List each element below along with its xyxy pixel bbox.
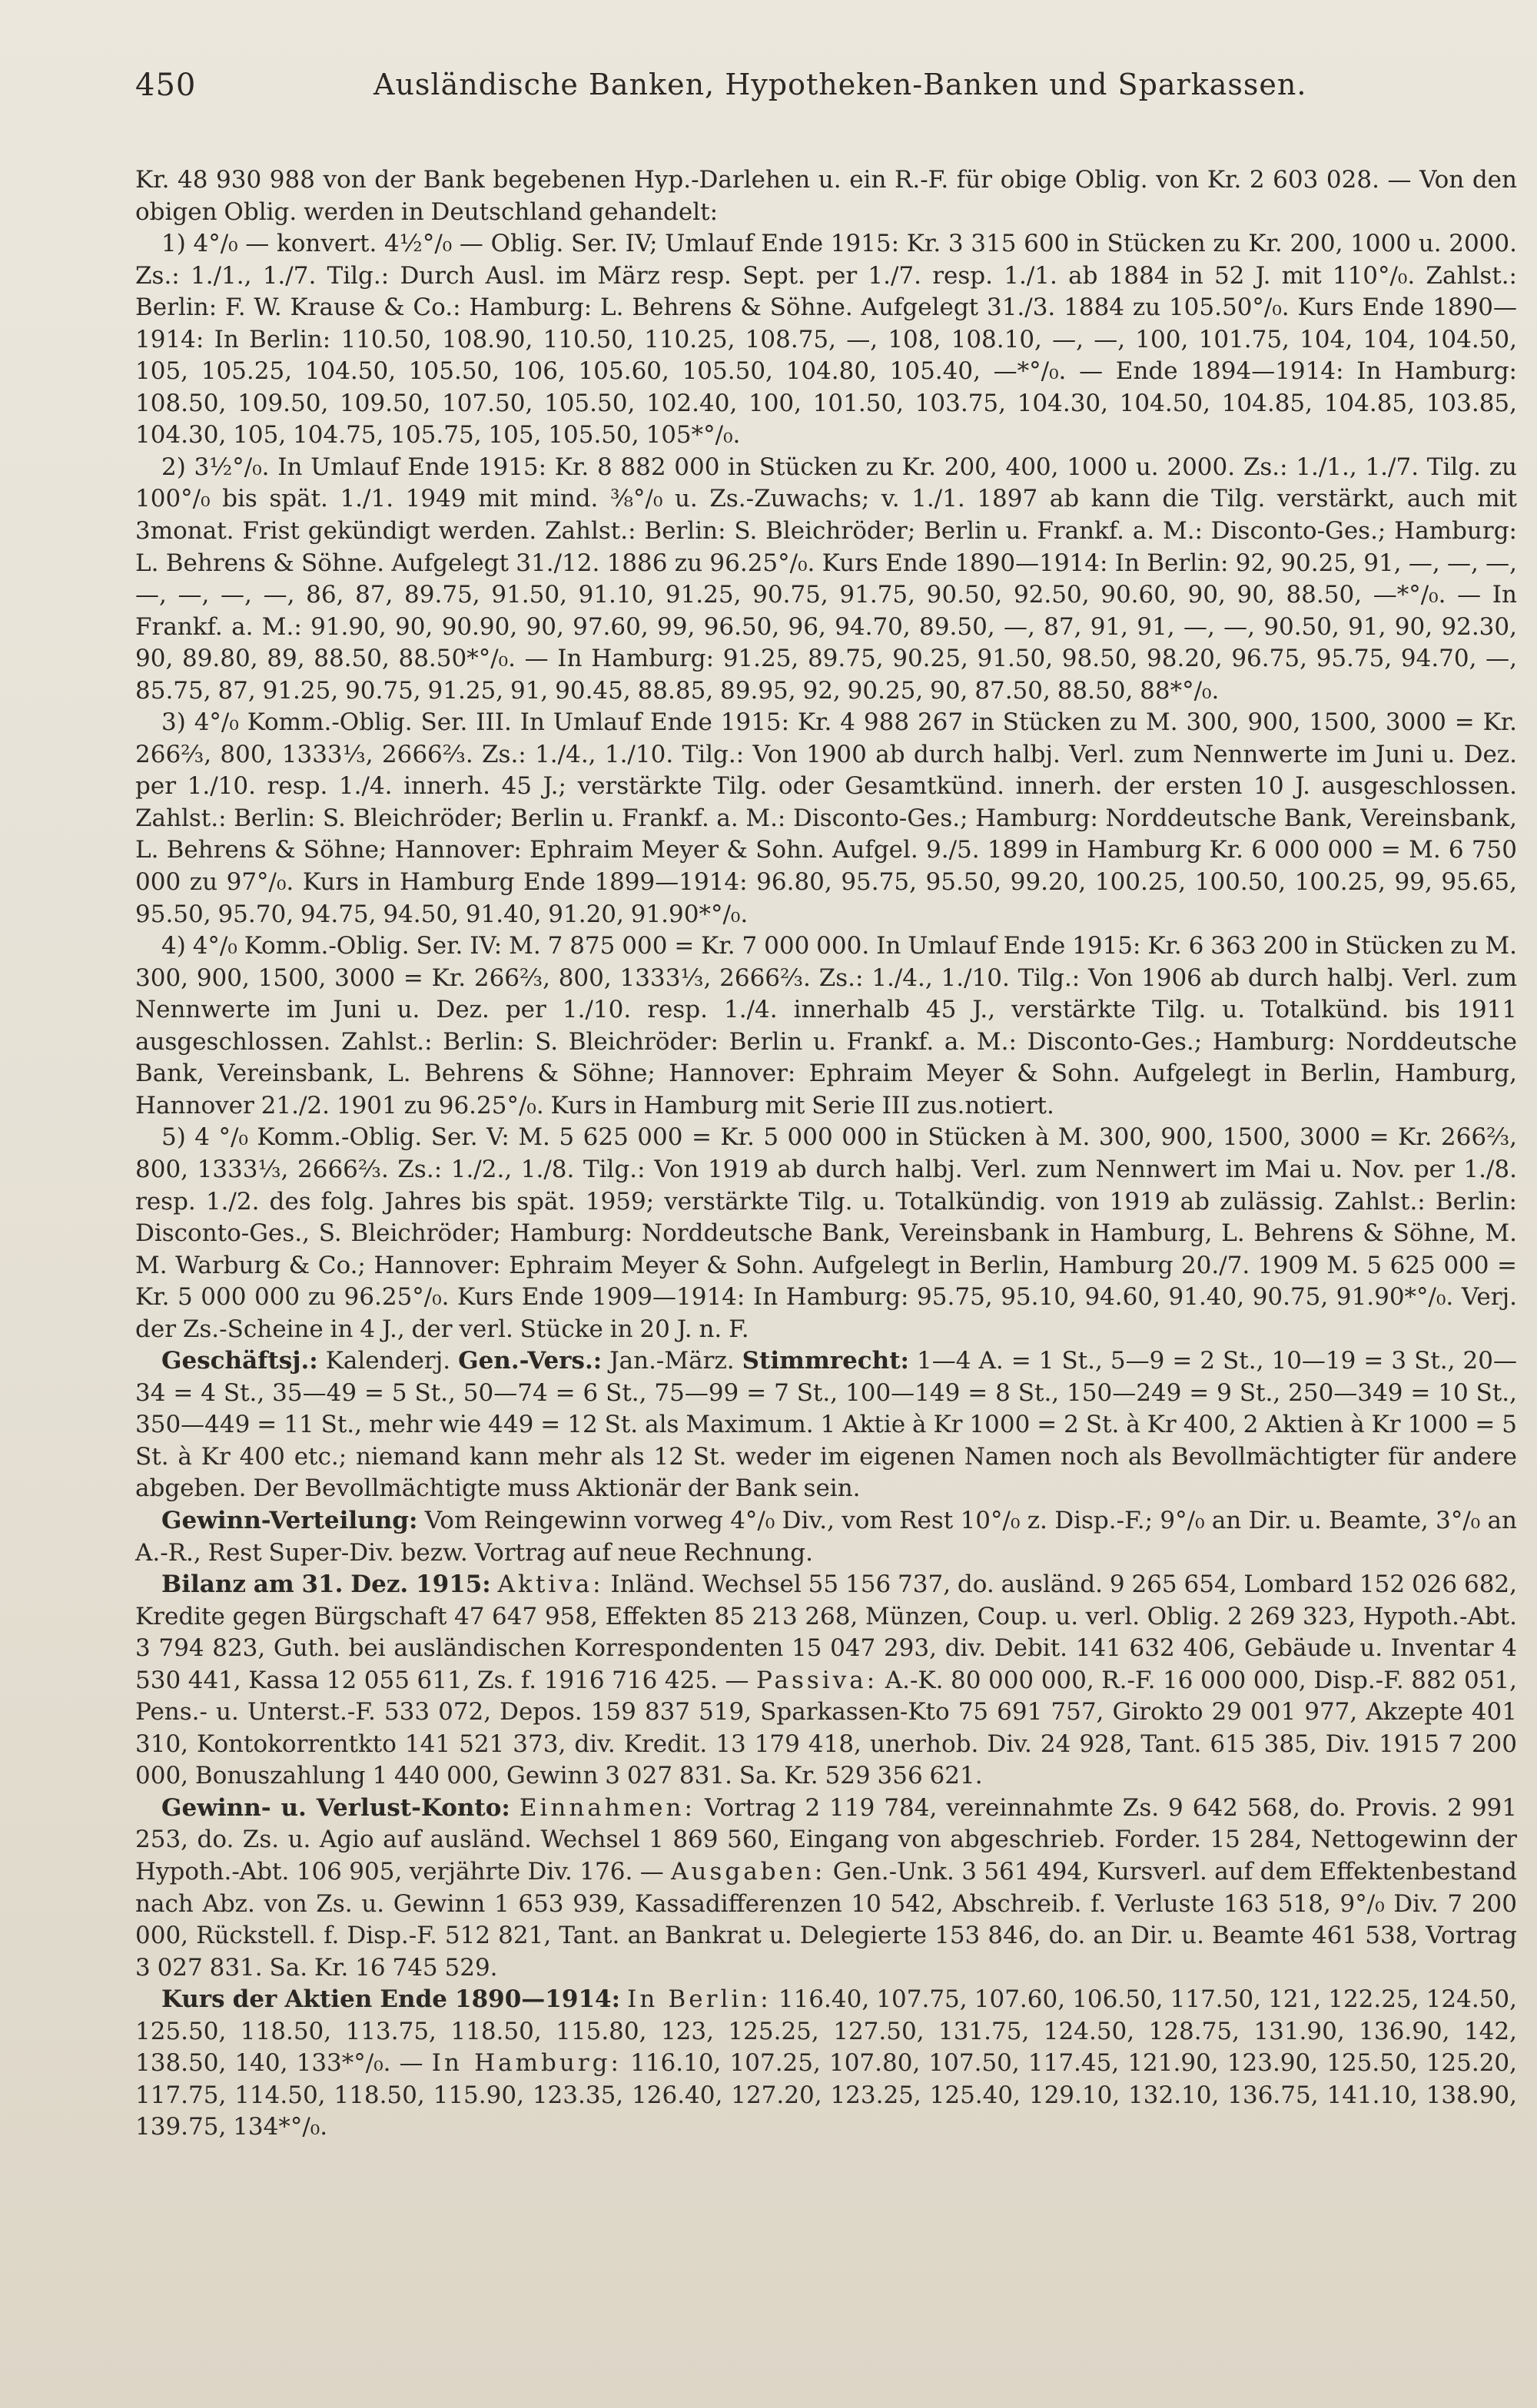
- voting-rights-text: 1—4 A. = 1 St., 5—9 = 2 St., 10—19 = 3 St., 20—34 = 4 St., 35—49 = 5 St., 50—74 = 6 St., 75—99 = 7 St., 100—149 = 8 St., 150—249 = 9 St., 250—349 = 10 St., 350—449 = 11 St., mehr wie 449 = 12 St. als Maximum. 1 Aktie à Kr 1000 = 2 St. à Kr 400, 2 Aktien à Kr 1000 = 5 St. à Kr 400 etc.; niemand kann mehr als 12 St. weder im eigenen Namen noch als Bevollmächtigter für andere abgeben. Der Bevollmächtigte muss Aktionär der Bank sein.: [135, 1347, 1517, 1503]
- general-meeting-label: Gen.-Vers.:: [458, 1347, 603, 1375]
- profit-distribution-text: Vom Reingewinn vorweg 4°/₀ Div., vom Rest 10°/₀ z. Disp.-F.; 9°/₀ an Dir. u. Beamte, 3°/₀ an A.-R., Rest Super-Div. bezw. Vortrag auf neue Rechnung.: [135, 1506, 1517, 1567]
- balance-sheet-label: Bilanz am 31. Dez. 1915:: [161, 1571, 491, 1599]
- voting-rights-label: Stimmrecht:: [742, 1347, 909, 1375]
- berlin-label: In Berlin:: [627, 1985, 772, 2014]
- expenses-text: Gen.-Unk. 3 561 494, Kursverl. auf dem Effektenbestand nach Abz. von Zs. u. Gewinn 1 653 939, Kassadifferenzen 10 542, Abschreib. f. Verluste 163 518, 9°/₀ Div. 7 200 000, Rückstell. f. Disp.-F. 512 821, Tant. an Bankrat u. Delegierte 153 846, do. an Dir. u. Beamte 461 538, Vortrag 3 027 831. Sa. Kr. 16 745 529.: [135, 1857, 1517, 1982]
- balance-sheet-paragraph: [135, 1569, 1517, 1793]
- hamburg-label: In Hamburg:: [431, 2049, 622, 2078]
- share-price-label: Kurs der Aktien Ende 1890—1914:: [161, 1985, 621, 2014]
- bond-series-3: 3) 4°/₀ Komm.-Oblig. Ser. III. In Umlauf Ende 1915: Kr. 4 988 267 in Stücken zu M. 300, 900, 1500, 3000 = Kr. 266⅔, 800, 1333⅓, 2666⅔. Zs.: 1./4., 1./10. Tilg.: Von 1900 ab durch halbj. Verl. zum Nennwerte im Juni u. Dez. per 1./10. resp. 1./4. innerh. 45 J.; verstärkte Tilg. oder Gesamtkünd. innerh. der ersten 10 J. ausgeschlossen. Zahlst.: Berlin: S. Bleichröder; Berlin u. Frankf. a. M.: Disconto-Ges.; Hamburg: Norddeutsche Bank, Vereinsbank, L. Behrens & Söhne; Hannover: Ephraim Meyer & Sohn. Aufgel. 9./5. 1899 in Hamburg Kr. 6 000 000 = M. 6 750 000 zu 97°/₀. Kurs in Hamburg Ende 1899—1914: 96.80, 95.75, 95.50, 99.20, 100.25, 100.50, 100.25, 99, 95.65, 95.50, 95.70, 94.75, 94.50, 91.40, 91.20, 91.90*°/₀.: [135, 708, 1517, 928]
- profit-distribution-label: Gewinn-Verteilung:: [161, 1506, 418, 1534]
- assets-text: Inländ. Wechsel 55 156 737, do. ausländ. 9 265 654, Lombard 152 026 682, Kredite gegen Bürgschaft 47 647 958, Effekten 85 213 268, Münzen, Coup. u. verl. Oblig. 2 269 323, Hypoth.-Abt. 3 794 823, Guth. bei ausländischen Korrespondenten 15 047 293, div. Debit. 141 632 406, Gebäude u. Inventar 4 530 441, Kassa 12 055 611, Zs. f. 1916 716 425. —: [135, 1571, 1518, 1694]
- fiscal-year-text: Kalenderj.: [325, 1347, 451, 1375]
- berlin-prices: 116.40, 107.75, 107.60, 106.50, 117.50, 121, 122.25, 124.50, 125.50, 118.50, 113.75, 118.50, 115.80, 123, 125.25, 127.50, 131.75, 124.50, 128.75, 131.90, 136.90, 142, 138.50, 140, 133*°/₀. —: [135, 1985, 1518, 2078]
- general-meeting-text: Jan.-März.: [609, 1347, 735, 1375]
- profit-loss-paragraph: [135, 1793, 1517, 1984]
- liabilities-label: Passiva:: [756, 1666, 878, 1694]
- page-number: 450: [135, 68, 197, 103]
- running-title: Ausländische Banken, Hypotheken-Banken und Sparkassen.: [373, 68, 1307, 101]
- intro-paragraph: Kr. 48 930 988 von der Bank begebenen Hyp.-Darlehen u. ein R.-F. für obige Oblig. von Kr. 2 603 028. — Von den obigen Oblig. werden in Deutschland gehandelt:: [135, 166, 1517, 226]
- income-text: Vortrag 2 119 784, vereinnahmte Zs. 9 642 568, do. Provis. 2 991 253, do. Zs. u. Agio auf ausländ. Wechsel 1 869 560, Eingang von abgeschrieb. Forder. 15 284, Nettogewinn der Hypoth.-Abt. 106 905, verjährte Div. 176. —: [135, 1793, 1517, 1886]
- bond-series-4: 4) 4°/₀ Komm.-Oblig. Ser. IV: M. 7 875 000 = Kr. 7 000 000. In Umlauf Ende 1915: Kr. 6 363 200 in Stücken zu M. 300, 900, 1500, 3000 = Kr. 266⅔, 800, 1333⅓, 2666⅔. Zs.: 1./4., 1./10. Tilg.: Von 1906 ab durch halbj. Verl. zum Nennwerte im Juni u. Dez. per 1./10. resp. 1./4. innerhalb 45 J., verstärkte Tilg. u. Totalkünd. bis 1911 ausgeschlossen. Zahlst.: Berlin: S. Bleichröder: Berlin u. Frankf. a. M.: Disconto-Ges.; Hamburg: Norddeutsche Bank, Vereinsbank, L. Behrens & Söhne; Hannover: Ephraim Meyer & Sohn. Aufgelegt in Berlin, Hamburg, Hannover 21./2. 1901 zu 96.25°/₀. Kurs in Hamburg mit Serie III zus.notiert.: [135, 932, 1517, 1119]
- assets-label: Aktiva:: [497, 1571, 604, 1599]
- profit-loss-label: Gewinn- u. Verlust-Konto:: [161, 1793, 510, 1822]
- bond-series-5: 5) 4 °/₀ Komm.-Oblig. Ser. V: M. 5 625 000 = Kr. 5 000 000 in Stücken à M. 300, 900, 1500, 3000 = Kr. 266⅔, 800, 1333⅓, 2666⅔. Zs.: 1./2., 1./8. Tilg.: Von 1919 ab durch halbj. Verl. zum Nennwert im Mai u. Nov. per 1./8. resp. 1./2. des folg. Jahres bis spät. 1959; verstärkte Tilg. u. Totalkündig. von 1919 ab zulässig. Zahlst.: Berlin: Disconto-Ges., S. Bleichröder; Hamburg: Norddeutsche Bank, Vereinsbank in Hamburg, L. Behrens & Söhne, M. M. Warburg & Co.; Hannover: Ephraim Meyer & Sohn. Aufgelegt in Berlin, Hamburg 20./7. 1909 M. 5 625 000 = Kr. 5 000 000 zu 96.25°/₀. Kurs Ende 1909—1914: In Hamburg: 95.75, 95.10, 94.60, 91.40, 90.75, 91.90*°/₀. Verj. der Zs.-Scheine in 4 J., der verl. Stücke in 20 J. n. F.: [135, 1123, 1517, 1343]
- fiscal-year-label: Geschäftsj.:: [161, 1347, 318, 1375]
- income-label: Einnahmen:: [519, 1793, 695, 1822]
- body-text: [135, 164, 1517, 2144]
- company-terms-paragraph: [135, 1345, 1517, 1505]
- page-header: [135, 68, 1517, 114]
- share-price-paragraph: [135, 1984, 1517, 2144]
- bond-series-1: 1) 4°/₀ — konvert. 4½°/₀ — Oblig. Ser. IV; Umlauf Ende 1915: Kr. 3 315 600 in Stücken zu Kr. 200, 1000 u. 2000. Zs.: 1./1., 1./7. Tilg.: Durch Ausl. im März resp. Sept. per 1./7. resp. 1./1. ab 1884 in 52 J. mit 110°/₀. Zahlst.: Berlin: F. W. Krause & Co.: Hamburg: L. Behrens & Söhne. Aufgelegt 31./3. 1884 zu 105.50°/₀. Kurs Ende 1890—1914: In Berlin: 110.50, 108.90, 110.50, 110.25, 108.75, —, 108, 108.10, —, —, 100, 101.75, 104, 104, 104.50, 105, 105.25, 104.50, 105.50, 106, 105.60, 105.50, 104.80, 105.40, —*°/₀. — Ende 1894—1914: In Hamburg: 108.50, 109.50, 109.50, 107.50, 105.50, 102.40, 100, 101.50, 103.75, 104.30, 104.50, 104.85, 104.85, 103.85, 104.30, 105, 104.75, 105.75, 105, 105.50, 105*°/₀.: [135, 230, 1517, 449]
- hamburg-prices: 116.10, 107.25, 107.80, 107.50, 117.45, 121.90, 123.90, 125.50, 125.20, 117.75, 114.50, 118.50, 115.90, 123.35, 126.40, 127.20, 123.25, 125.40, 129.10, 132.10, 136.75, 141.10, 138.90, 139.75, 134*°/₀.: [135, 2049, 1518, 2141]
- liabilities-text: A.-K. 80 000 000, R.-F. 16 000 000, Disp.-F. 882 051, Pens.- u. Unterst.-F. 533 072, Depos. 159 837 519, Sparkassen-Kto 75 691 757, Girokto 29 001 977, Akzepte 401 310, Kontokorrentkto 141 521 373, div. Kredit. 13 179 418, unerhob. Div. 24 928, Tant. 615 385, Div. 1915 7 200 000, Bonuszahlung 1 440 000, Gewinn 3 027 831. Sa. Kr. 529 356 621.: [135, 1666, 1518, 1790]
- bond-series-2: 2) 3½°/₀. In Umlauf Ende 1915: Kr. 8 882 000 in Stücken zu Kr. 200, 400, 1000 u. 2000. Zs.: 1./1., 1./7. Tilg. zu 100°/₀ bis spät. 1./1. 1949 mit mind. ⅜°/₀ u. Zs.-Zuwachs; v. 1./1. 1897 ab kann die Tilg. verstärkt, auch mit 3monat. Frist gekündigt werden. Zahlst.: Berlin: S. Bleichröder; Berlin u. Frankf. a. M.: Disconto-Ges.; Hamburg: L. Behrens & Söhne. Aufgelegt 31./12. 1886 zu 96.25°/₀. Kurs Ende 1890—1914: In Berlin: 92, 90.25, 91, —, —, —, —, —, —, —, 86, 87, 89.75, 91.50, 91.10, 91.25, 90.75, 91.75, 90.50, 92.50, 90.60, 90, 90, 88.50, —*°/₀. — In Frankf. a. M.: 91.90, 90, 90.90, 90, 97.60, 99, 96.50, 96, 94.70, 89.50, —, 87, 91, 91, —, —, 90.50, 91, 90, 92.30, 90, 89.80, 89, 88.50, 88.50*°/₀. — In Hamburg: 91.25, 89.75, 90.25, 91.50, 98.50, 98.20, 96.75, 95.75, 94.70, —, 85.75, 87, 91.25, 90.75, 91.25, 91, 90.45, 88.85, 89.95, 92, 90.25, 90, 87.50, 88.50, 88*°/₀.: [135, 453, 1517, 705]
- profit-distribution-paragraph: [135, 1505, 1517, 1569]
- expenses-label: Ausgaben:: [671, 1857, 826, 1886]
